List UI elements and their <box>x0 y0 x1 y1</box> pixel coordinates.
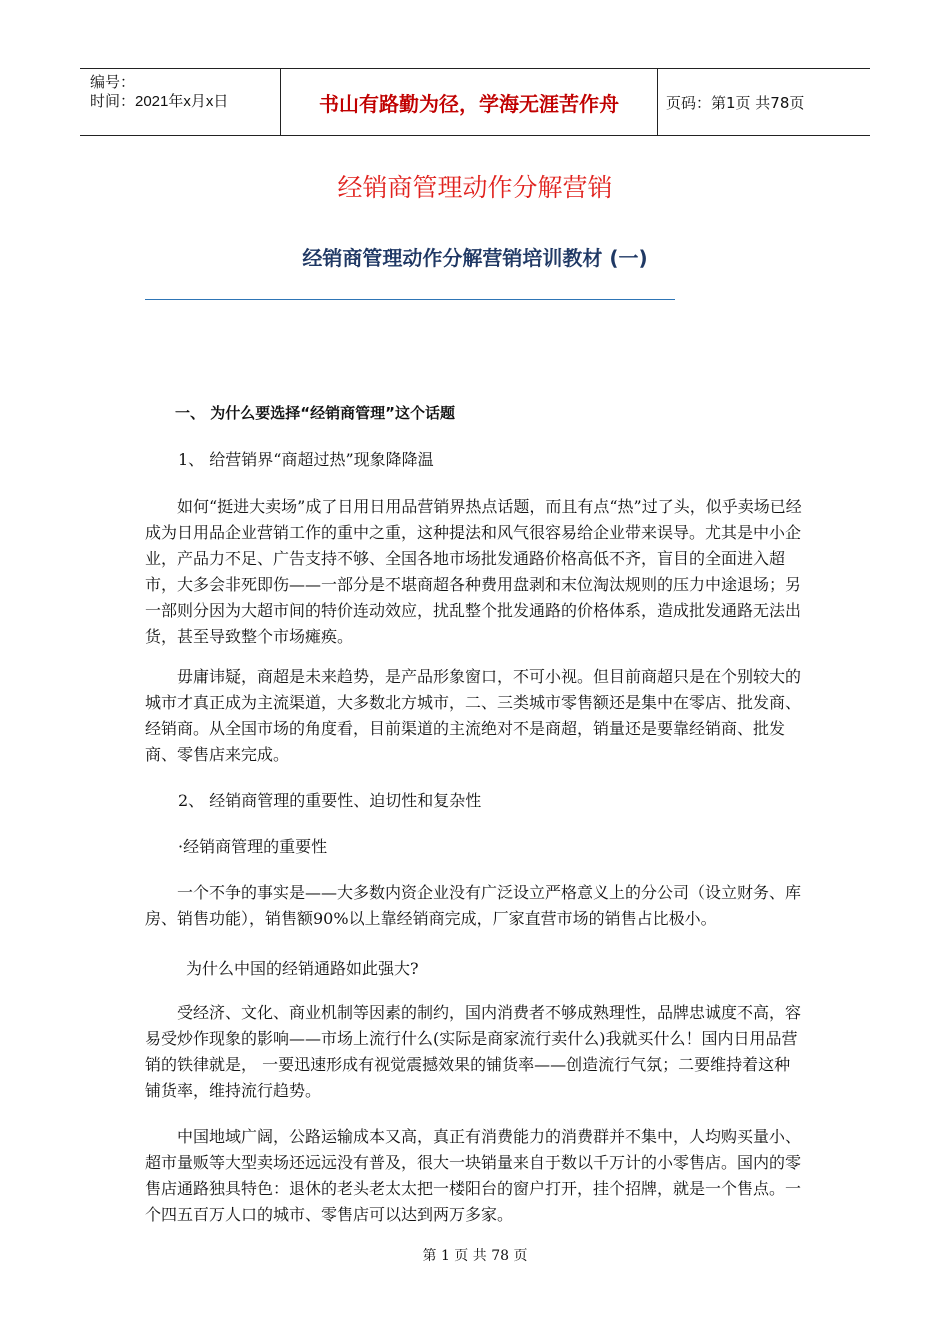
section-heading-1: 一、 为什么要选择“经销商管理”这个话题 <box>175 404 455 422</box>
subsection-heading-1-1: 1、 给营销界“商超过热”现象降降温 <box>178 450 434 469</box>
paragraph-2: 毋庸讳疑，商超是未来趋势，是产品形象窗口，不可小视。但目前商超只是在个别较大的城市才真正成为主流渠道，大多数北方城市，二、三类城市零售额还是集中在零店、批发商、经销商。从全国市场的角度看，目前渠道的主流绝对不是商超，销量还是要靠经销商、批发商、零售店来完成。 <box>145 667 802 764</box>
document-number-label: 编号： <box>90 74 136 91</box>
bullet-importance: ·经销商管理的重要性 <box>178 837 328 856</box>
paragraph-4: 受经济、文化、商业机制等因素的制约，国内消费者不够成熟理性，品牌忠诚度不高，容易受炒作现象的影响——市场上流行什么(实际是商家流行卖什么)我就买什么！国内日用品营销的铁律就是， 一要迅速形成有视觉震撼效果的铺货率——创造流行气氛；二要维持着这种铺货率，维持流行趋势。 <box>145 1003 802 1100</box>
subsection-heading-1-2: 2、 经销商管理的重要性、迫切性和复杂性 <box>178 791 482 810</box>
document-header <box>80 68 870 136</box>
document-title: 经销商管理动作分解营销 <box>337 173 613 202</box>
header-meta-cell <box>80 69 281 135</box>
header-page-info: 页码：第1页 共78页 <box>666 93 805 112</box>
paragraph-3: 一个不争的事实是——大多数内资企业没有广泛设立严格意义上的分公司（设立财务、库房、销售功能），销售额90%以上靠经销商完成，厂家直营市场的销售占比极小。 <box>145 883 802 928</box>
paragraph-5: 中国地域广阔，公路运输成本又高，真正有消费能力的消费群并不集中，人均购买量小、超市量贩等大型卖场还远远没有普及，很大一块销量来自于数以千万计的小零售店。国内的零售店通路独具特色：退休的老头老太太把一楼阳台的窗户打开，挂个招牌，就是一个售点。一个四五百万人口的城市、零售店可以达到两万多家。 <box>145 1127 802 1224</box>
document-subtitle: 经销商管理动作分解营销培训教材 (一) <box>302 246 648 270</box>
title-divider <box>145 299 675 300</box>
document-date-label: 时间：2021年x月x日 <box>90 93 229 110</box>
question-line: 为什么中国的经销通路如此强大? <box>186 959 419 978</box>
page-footer: 第 1 页 共 78 页 <box>422 1248 528 1264</box>
paragraph-1: 如何“挺进大卖场”成了日用日用品营销界热点话题，而且有点“热”过了头，似乎卖场已经成为日用品企业营销工作的重中之重，这种提法和风气很容易给企业带来误导。尤其是中小企业，产品力不足、广告支持不够、全国各地市场批发通路价格高低不齐，盲目的全面进入超市，大多会非死即伤——一部分是不堪商超各种费用盘剥和末位淘汰规则的压力中途退场；另一部则分因为大超市间的特价连动效应，扰乱整个批发通路的价格体系，造成批发通路无法出货，甚至导致整个市场瘫痪。 <box>145 497 802 646</box>
header-motto: 书山有路勤为径，学海无涯苦作舟 <box>281 69 658 135</box>
